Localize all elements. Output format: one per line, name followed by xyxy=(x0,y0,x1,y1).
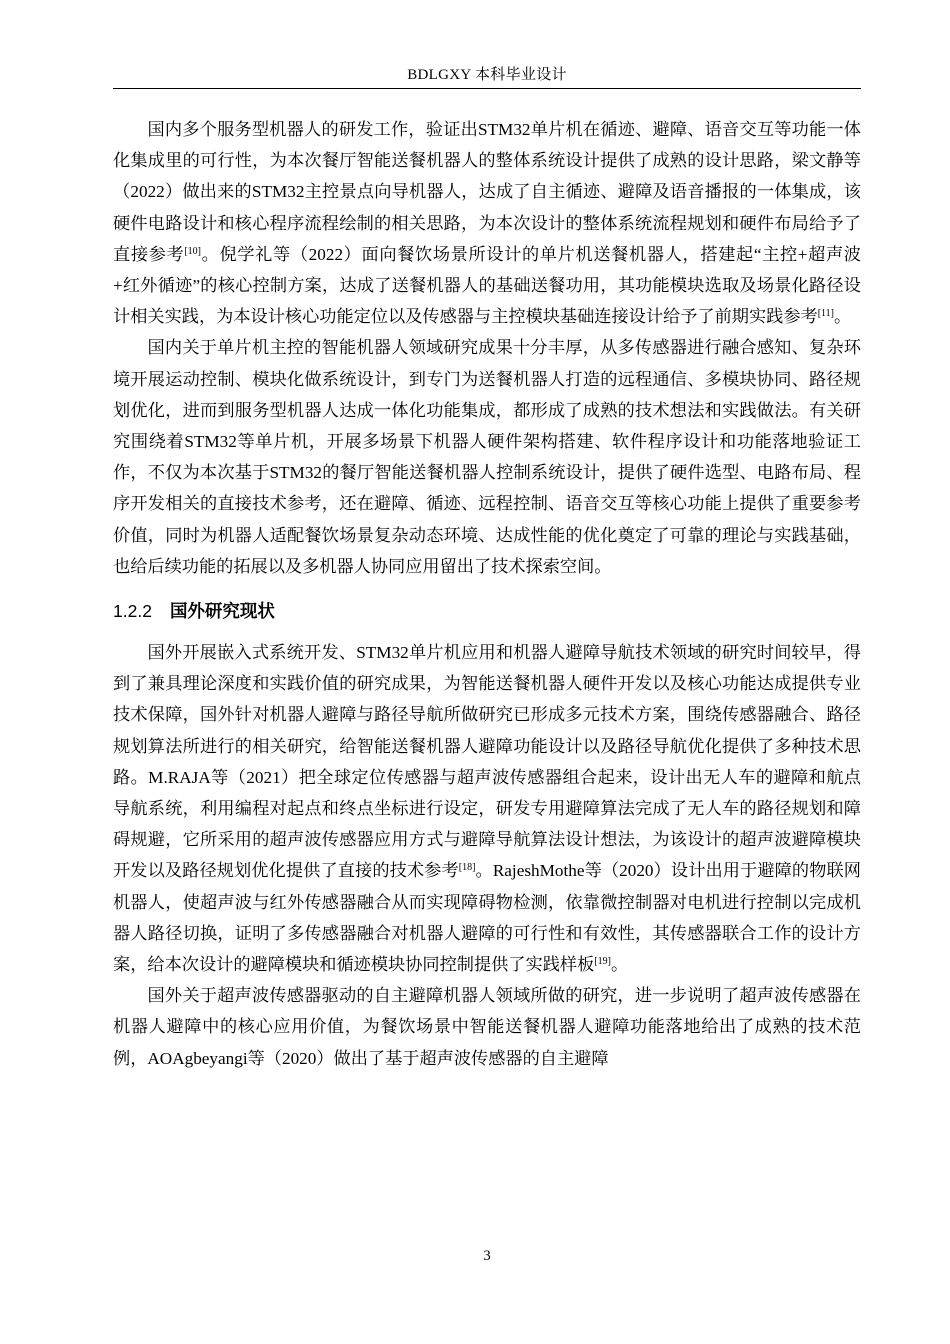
paragraph-text: 。倪学礼等（2022）面向餐饮场景所设计的单片机送餐机器人，搭建起“主控+超声波+红外循迹”的核心控制方案，达成了送餐机器人的基础送餐功用，其功能模块选取及场景化路径设计相关实践，为本设计核心功能定位以及传感器与主控模块基础连接设计给予了前期实践参考 xyxy=(113,244,861,327)
section-heading xyxy=(113,596,861,627)
section-number: 1.2.2 xyxy=(113,601,152,622)
citation-ref: [19] xyxy=(594,956,611,968)
section-title: 国外研究现状 xyxy=(169,602,275,623)
paragraph-foreign-research xyxy=(113,637,861,980)
paragraph-text: 。RajeshMothe等（2020）设计出用于避障的物联网机器人，使超声波与红外传感器融合从而实现障碍物检测，依靠微控制器对电机进行控制以完成机器人路径切换，证明了多传感器融合对机器人避障的可行性和有效性，其传感器联合工作的设计方案，给本次设计的避障模块和循迹模块协同控制提供了实践样板 xyxy=(113,861,861,975)
header-rule xyxy=(113,88,861,89)
paragraph-text: 。 xyxy=(610,955,629,975)
citation-ref: [11] xyxy=(817,308,834,320)
paragraph-text: 。 xyxy=(834,307,852,327)
running-header: BDLGXY 本科毕业设计 xyxy=(407,67,567,83)
paragraph-text: 国内多个服务型机器人的研发工作，验证出STM32单片机在循迹、避障、语音交互等功能一体化集成里的可行性，为本次餐厅智能送餐机器人的整体系统设计提供了成熟的设计思路，梁文静等（2022）做出来的STM32主控景点向导机器人，达成了自主循迹、避障及语音播报的一体集成，该硬件电路设计和核心程序流程绘制的相关思路，为本次设计的整体系统流程规划和硬件布局给予了直接参考 xyxy=(113,120,861,264)
page-body xyxy=(113,114,861,1074)
citation-ref: [10] xyxy=(184,245,202,257)
paragraph-text: 国外开展嵌入式系统开发、STM32单片机应用和机器人避障导航技术领域的研究时间较早，得到了兼具理论深度和实践价值的研究成果，为智能送餐机器人硬件开发以及核心功能达成提供专业技术保障，国外针对机器人避障与路径导航所做研究已形成多元技术方案，围绕传感器融合、路径规划算法所进行的相关研究，给智能送餐机器人避障功能设计以及路径导航优化提供了多种技术思路。M.RAJA等（2021）把全球定位传感器与超声波传感器组合起来，设计出无人车的避障和航点导航系统，利用编程对起点和终点坐标进行设定，研发专用避障算法完成了无人车的路径规划和障碍规避，它所采用的超声波传感器应用方式与避障导航算法设计想法，为该设计的超声波避障模块开发以及路径规划优化提供了直接的技术参考 xyxy=(113,643,861,881)
paragraph-domestic-robots xyxy=(113,114,861,332)
paragraph-text: 国内关于单片机主控的智能机器人领域研究成果十分丰厚，从多传感器进行融合感知、复杂环境开展运动控制、模块化做系统设计，到专门为送餐机器人打造的远程通信、多模块协同、路径规划优化，进而到服务型机器人达成一体化功能集成，都形成了成熟的技术想法和实践做法。有关研究围绕着STM32等单片机，开展多场景下机器人硬件架构搭建、软件程序设计和功能落地验证工作，不仅为本次基于STM32的餐厅智能送餐机器人控制系统设计，提供了硬件选型、电路布局、程序开发相关的直接技术参考，还在避障、循迹、远程控制、语音交互等核心功能上提供了重要参考价值，同时为机器人适配餐饮场景复杂动态环境、达成性能的优化奠定了可靠的理论与实践基础，也给后续功能的拓展以及多机器人协同应用留出了技术探索空间。 xyxy=(113,338,861,576)
paragraph-domestic-summary xyxy=(113,332,861,582)
page-number: 3 xyxy=(483,1248,491,1264)
paragraph-text: 国外关于超声波传感器驱动的自主避障机器人领域所做的研究，进一步说明了超声波传感器在机器人避障中的核心应用价值，为餐饮场景中智能送餐机器人避障功能落地给出了成熟的技术范例，AOAgbeyangi等（2020）做出了基于超声波传感器的自主避障 xyxy=(113,986,861,1068)
citation-ref: [18] xyxy=(458,862,476,874)
paragraph-foreign-ultrasonic xyxy=(113,980,861,1074)
